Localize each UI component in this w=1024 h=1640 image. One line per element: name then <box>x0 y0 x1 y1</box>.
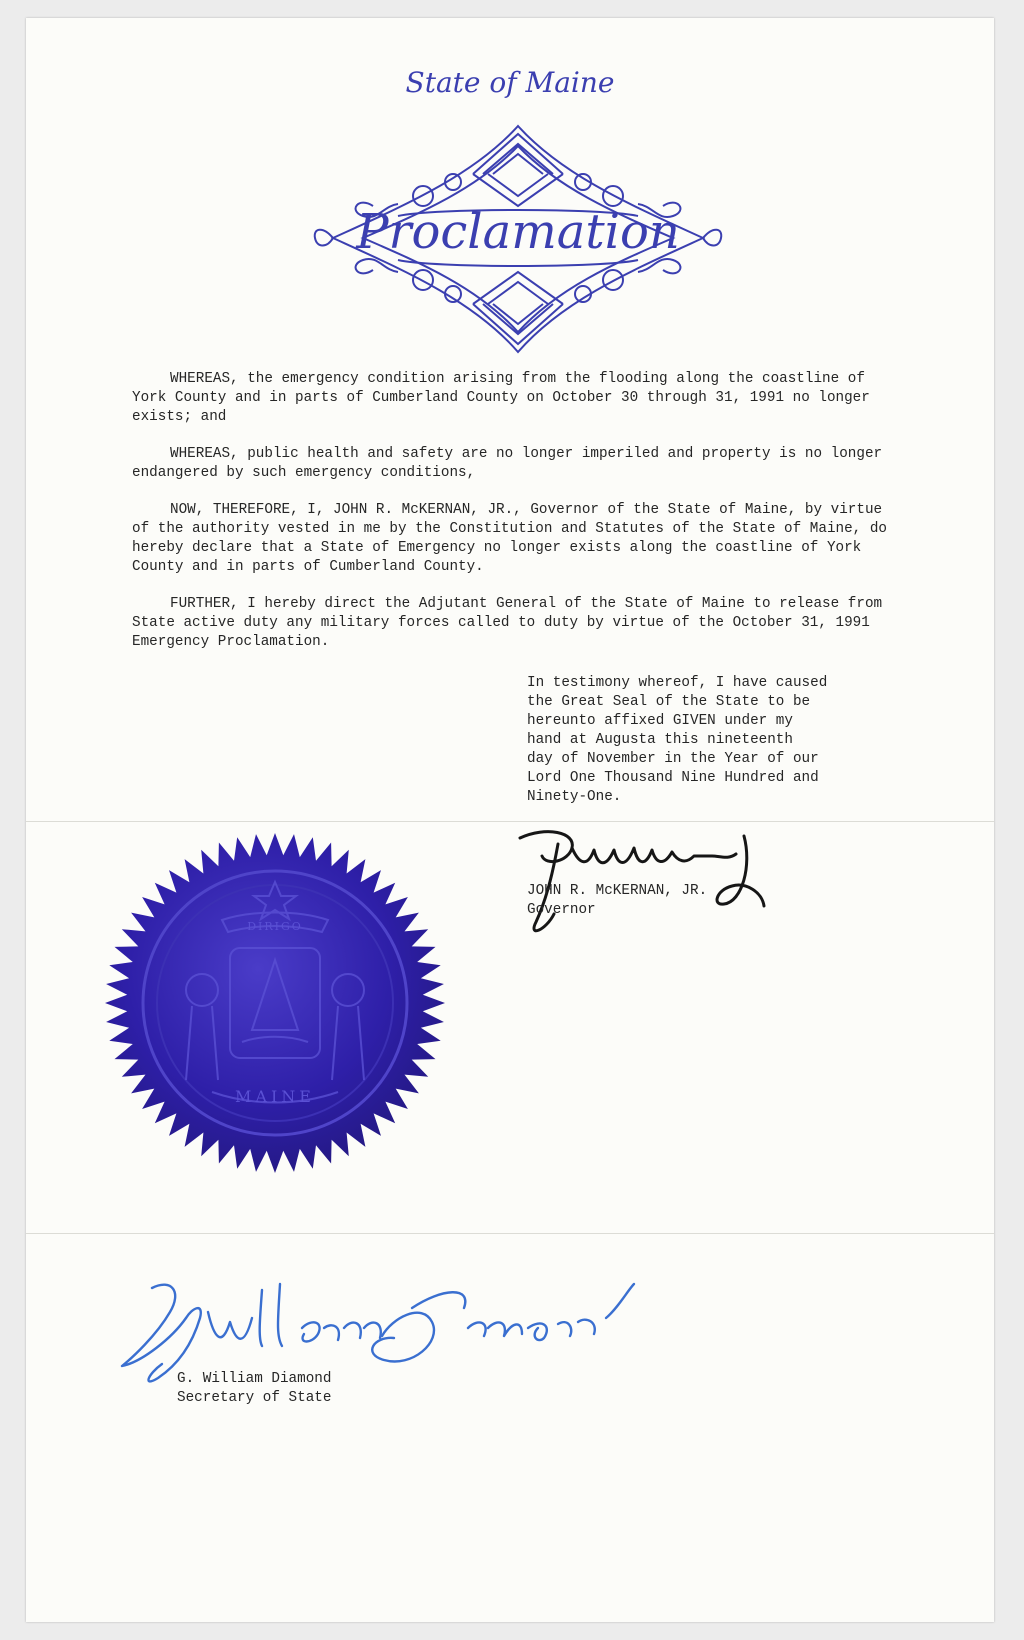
seal-motto: DIRIGO <box>247 920 303 933</box>
whereas-paragraph-1: WHEREAS, the emergency condition arising from the flooding along the coastline of York County and in parts of Cumberland County on October 30 through 31, 1991 no longer exists; and <box>132 371 870 425</box>
whereas-paragraph-2: WHEREAS, public health and safety are no longer imperiled and property is no longer endangered by such emergency conditions, <box>132 446 883 481</box>
proclamation-document <box>26 18 994 1622</box>
testimony-line: Ninety-One. <box>527 789 622 805</box>
further-paragraph: FURTHER, I hereby direct the Adjutant General of the State of Maine to release from State active duty any military forces called to duty by virtue of the October 31, 1991 Emergency Proclamation. <box>132 596 883 650</box>
governor-title: Governor <box>527 902 596 918</box>
fold-line <box>26 1233 994 1234</box>
declaration-paragraph: NOW, THEREFORE, I, JOHN R. McKERNAN, JR., Governor of the State of Maine, by virtue of the authority vested in me by the Constitution and Statutes of the State of Maine, do hereby declare that a State of Emergency no longer exists along the coastline of York County and in parts of Cumberland County. <box>132 502 887 575</box>
testimony-block <box>527 674 887 807</box>
state-heading: State of Maine <box>405 66 615 99</box>
secretary-block <box>177 1370 331 1408</box>
proclamation-title: Proclamation <box>356 204 680 260</box>
governor-name: JOHN R. McKERNAN, JR. <box>527 883 708 899</box>
testimony-line: Lord One Thousand Nine Hundred and <box>527 770 819 786</box>
great-seal-icon <box>102 830 448 1176</box>
testimony-line: hereunto affixed GIVEN under my <box>527 713 793 729</box>
testimony-line: In testimony whereof, I have caused <box>527 675 828 691</box>
proclamation-crest <box>303 116 733 364</box>
secretary-title: Secretary of State <box>177 1390 332 1406</box>
proclamation-body <box>132 370 902 670</box>
governor-block <box>527 882 707 920</box>
testimony-line: the Great Seal of the State to be <box>527 694 811 710</box>
seal-label: MAINE <box>235 1087 315 1106</box>
testimony-line: hand at Augusta this nineteenth <box>527 732 793 748</box>
fold-line <box>26 821 994 822</box>
testimony-line: day of November in the Year of our <box>527 751 819 767</box>
secretary-name: G. William Diamond <box>177 1371 332 1387</box>
